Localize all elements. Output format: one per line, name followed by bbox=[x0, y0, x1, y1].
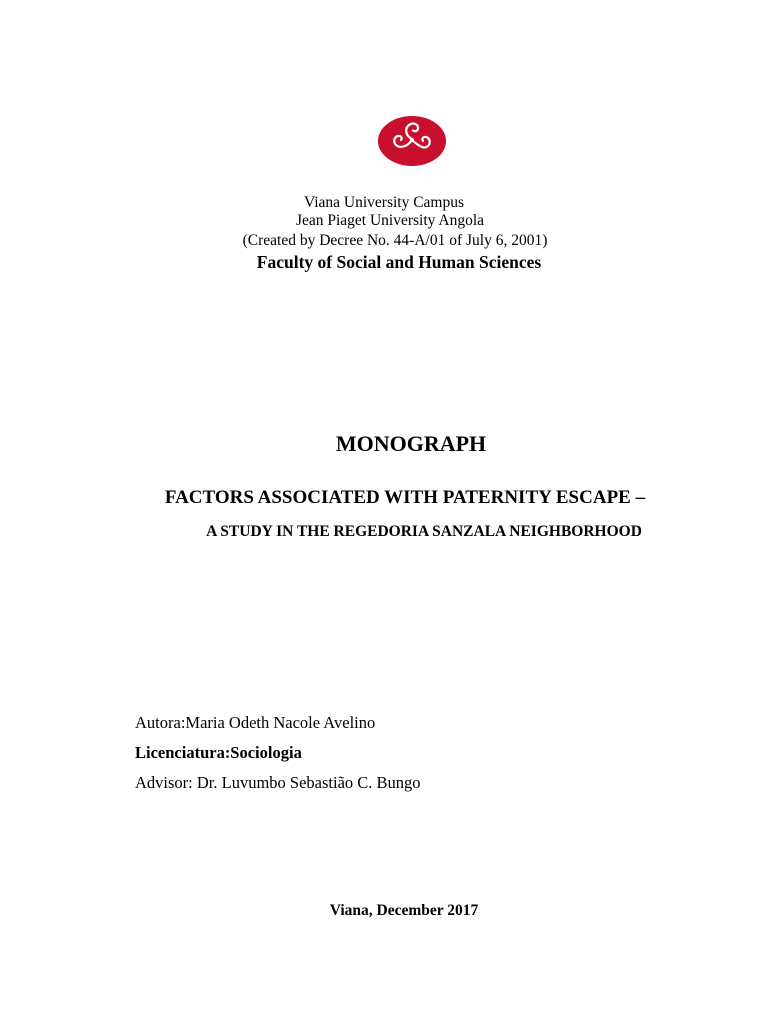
author-line: Autora:Maria Odeth Nacole Avelino bbox=[135, 713, 376, 732]
document-type: MONOGRAPH bbox=[335, 431, 487, 456]
faculty-name: Faculty of Social and Human Sciences bbox=[256, 252, 542, 272]
place-date: Viana, December 2017 bbox=[329, 902, 479, 919]
decree-note: (Created by Decree No. 44-A/01 of July 6, 2001) bbox=[242, 232, 548, 249]
advisor-line: Advisor: Dr. Luvumbo Sebastião C. Bungo bbox=[135, 773, 421, 792]
document-title: FACTORS ASSOCIATED WITH PATERNITY ESCAPE – bbox=[164, 487, 646, 508]
degree-line: Licenciatura:Sociologia bbox=[135, 743, 302, 762]
document-subtitle: A STUDY IN THE REGEDORIA SANZALA NEIGHBORHOOD bbox=[206, 523, 642, 540]
university-name: Jean Piaget University Angola bbox=[295, 212, 485, 229]
triskelion-logo-icon bbox=[376, 114, 448, 168]
campus-name: Viana University Campus bbox=[303, 194, 465, 211]
